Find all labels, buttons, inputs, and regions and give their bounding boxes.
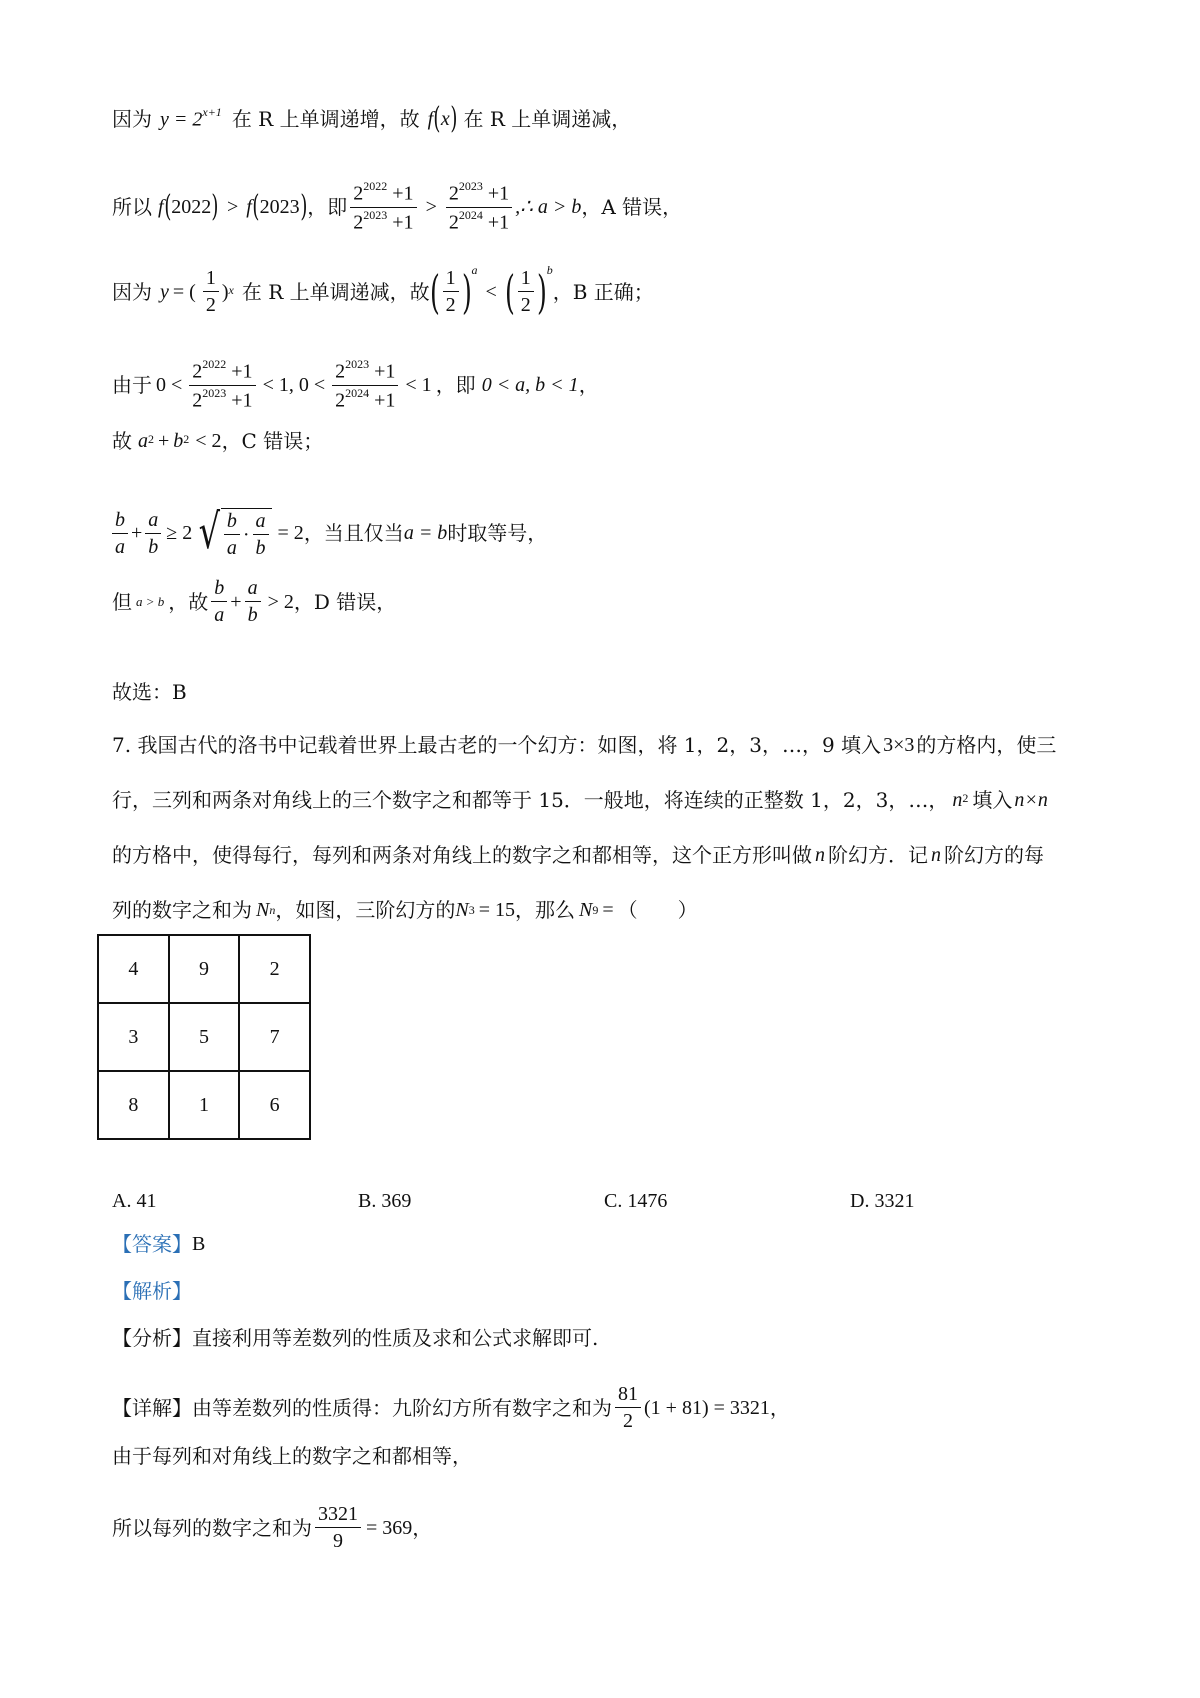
text: 所以 xyxy=(112,195,152,220)
math-y-eq: $y = 2^{x+1}$ xyxy=(160,105,222,131)
analysis-line xyxy=(112,1328,598,1348)
text: ，当且仅当 xyxy=(303,521,404,545)
analysis-tag: 【解析】 xyxy=(112,1279,192,1303)
magic-square-grid xyxy=(97,934,311,1140)
text: 因为 xyxy=(112,279,152,304)
text: ，故 xyxy=(168,589,209,614)
detail-text: 所以每列的数字之和为 xyxy=(112,1515,312,1540)
detail-line-3: 所以每列的数字之和为 $\frac{3321}{9}$ = 369 ， xyxy=(112,1503,433,1552)
solution-line-5: 故 a $^2$ + b $^2$ < 2 ，C 错误； xyxy=(112,429,324,453)
grid-row xyxy=(98,1003,310,1071)
question-text: 的方格内，使三 xyxy=(916,733,1057,757)
grid-cell: 2 xyxy=(239,935,310,1003)
text: 故选：B xyxy=(112,680,187,704)
detail-text: 由于每列和对角线上的数字之和都相等， xyxy=(112,1444,472,1468)
grid-cell: 6 xyxy=(239,1071,310,1139)
text: ，即 xyxy=(435,373,476,398)
text: ，B 正确； xyxy=(552,279,654,304)
text: ，即 xyxy=(307,195,348,220)
question-7-line-3: 的方格中，使得每行，每列和两条对角线上的数字之和都相等，这个正方形叫做 n 阶幻方．记 n 阶幻方的每 xyxy=(112,843,1044,867)
text: 时取等号， xyxy=(447,521,548,545)
math-x: x xyxy=(440,108,450,130)
solution-line-1: 因为 $y = 2^{x+1}$ 在 R 上单调递增，故 f ( x ) 在 R 上单调递减， xyxy=(112,101,632,136)
option-b: B. 369 xyxy=(358,1190,412,1212)
grid-cell: 8 xyxy=(98,1071,169,1139)
grid-cell: 1 xyxy=(169,1071,240,1139)
question-7-line-4: 列的数字之和为 N n ，如图，三阶幻方的 N 3 = 15 ，那么 N 9 = （ ） xyxy=(112,898,698,922)
text: ，A 错误， xyxy=(581,195,683,220)
answer-choice-line xyxy=(112,682,187,702)
text: 但 xyxy=(112,589,132,614)
text: ，C 错误； xyxy=(221,429,324,453)
question-text: 阶幻方的每 xyxy=(944,843,1044,867)
answer-tag: 【答案】 xyxy=(112,1232,192,1256)
question-text: （ ） xyxy=(617,898,698,922)
question-text: 行，三列和两条对角线上的三个数字之和都等于 15．一般地，将连续的正整数 1，2，3，…， xyxy=(112,788,949,812)
math-f: f xyxy=(427,108,434,130)
detail-text: 由等差数列的性质得：九阶幻方所有数字之和为 xyxy=(192,1395,612,1420)
text: 因为 xyxy=(112,107,152,131)
grid-row xyxy=(98,935,310,1003)
question-7-line-2: 行，三列和两条对角线上的三个数字之和都等于 15．一般地，将连续的正整数 1，2，3，…， n $^2$ 填入 n×n xyxy=(112,788,1048,812)
fraction: $\frac{2^{2023} +1}{2^{2024} +1}$ xyxy=(446,182,512,232)
sqrt-expression: √ $\frac{b}{a}$ · $\frac{a}{b}$ xyxy=(194,508,271,558)
grid-cell: 9 xyxy=(169,935,240,1003)
option-a: A. 41 xyxy=(112,1190,157,1212)
grid-row xyxy=(98,1071,310,1139)
analysis-heading xyxy=(112,1281,192,1301)
text: 由于 xyxy=(112,373,152,398)
grid-cell: 4 xyxy=(98,935,169,1003)
text: ，D 错误， xyxy=(293,589,397,614)
detail-tag: 【详解】 xyxy=(112,1395,192,1420)
detail-line-1: 【详解】 由等差数列的性质得：九阶幻方所有数字之和为 $\frac{81}{2}$ (1 + 81) = 3321 ， xyxy=(112,1383,790,1432)
analysis-text: 【分析】直接利用等差数列的性质及求和公式求解即可. xyxy=(112,1326,599,1350)
text: 在 R 上单调递减，故 xyxy=(241,279,430,304)
question-text: 阶幻方．记 xyxy=(828,843,928,867)
solution-line-7: 但 a > b ，故 $\frac{b}{a}$ + $\frac{a}{b}$ > 2 ，D 错误， xyxy=(112,577,397,626)
solution-line-3: 因为 y = ( $\frac{1}{2}$ ) $^x$ 在 R 上单调递减，故 ( $\frac{1}{2}$ ) $^a$ < ( $\frac{1}{2}$ ) $^b$ ，B 正确； xyxy=(112,262,654,319)
question-text: ，如图，三阶幻方的 xyxy=(275,898,456,922)
solution-line-4: 由于 0 < $\frac{2^{2022} +1}{2^{2023} +1}$ < 1, 0 < $\frac{2^{2023} +1}{2^{2024} +1}$ < 1 ，即 0 < a, b < 1 ， xyxy=(112,357,599,412)
grid-cell: 3 xyxy=(98,1003,169,1071)
question-text: 填入 xyxy=(972,788,1013,812)
detail-line-2 xyxy=(112,1446,472,1466)
question-text: 的方格中，使得每行，每列和两条对角线上的数字之和都相等，这个正方形叫做 xyxy=(112,843,812,867)
question-7-line-1: 7. 我国古代的洛书中记载着世界上最古老的一个幻方：如图，将 1，2，3，…，9 填入 3×3 的方格内，使三 xyxy=(112,733,1057,757)
question-text: 列的数字之和为 xyxy=(112,898,252,922)
option-c: C. 1476 xyxy=(604,1190,668,1212)
question-text: 7. 我国古代的洛书中记载着世界上最古老的一个幻方：如图，将 1，2，3，…，9 填入 xyxy=(112,733,882,757)
solution-line-2: 所以 f ( 2022 ) > f ( 2023 ) ，即 $\frac{2^{2022} +1}{2^{2023} +1}$ > $\frac{2^{2023} +1}{2^{2024} +1}$ ,∴ a > b ，A 错误， xyxy=(112,179,683,234)
text: 在 R 上单调递减， xyxy=(463,107,632,131)
answer-value: B xyxy=(192,1233,206,1255)
question-text: ，那么 xyxy=(514,898,575,922)
fraction: $\frac{2^{2022} +1}{2^{2023} +1}$ xyxy=(350,182,416,232)
answer-line xyxy=(112,1234,205,1254)
text: 故 xyxy=(112,429,132,453)
option-d: D. 3321 xyxy=(850,1190,915,1212)
grid-cell: 7 xyxy=(239,1003,310,1071)
text: 在 R 上单调递增，故 xyxy=(231,107,420,131)
grid-cell: 5 xyxy=(169,1003,240,1071)
solution-line-6: $\frac{b}{a}$ + $\frac{a}{b}$ ≥ 2 √ $\frac{b}{a}$ · $\frac{a}{b}$ = 2 ，当且仅当 a = b 时取等号， xyxy=(112,508,547,558)
